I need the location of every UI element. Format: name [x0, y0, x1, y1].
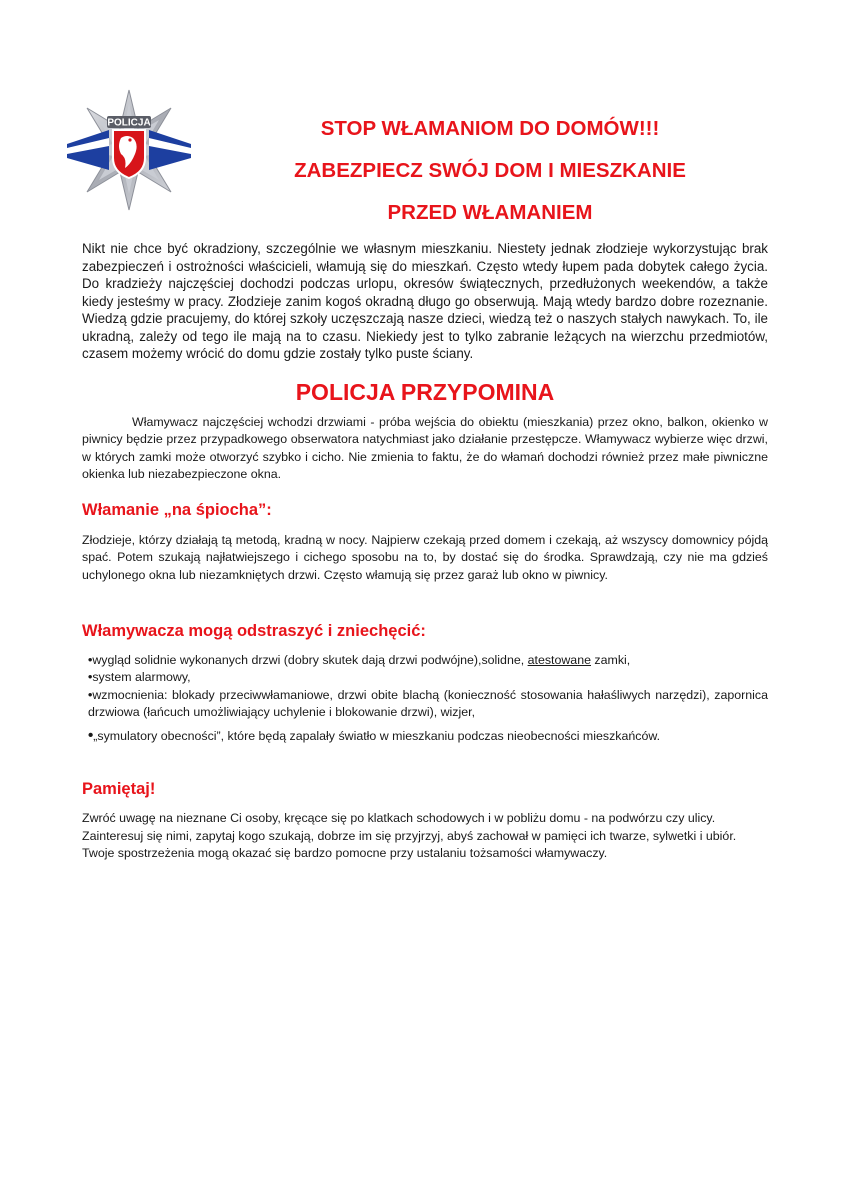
title-line-3: PRZED WŁAMANIEM	[387, 201, 593, 224]
remember-line-3: Twoje spostrzeżenia mogą okazać się bardzo pomocne przy ustalaniu tożsamości włamywaczy.	[82, 846, 608, 861]
title-line-2: ZABEZPIECZ SWÓJ DOM I MIESZKANIE	[294, 159, 686, 182]
remember-heading: Pamiętaj!	[82, 780, 156, 798]
remember-block	[82, 810, 768, 863]
deter-list	[88, 652, 768, 745]
title-block	[240, 118, 740, 223]
reminds-paragraph	[82, 414, 768, 484]
police-star-logo	[54, 88, 204, 213]
list-item: •system alarmowy,	[88, 670, 191, 685]
remember-line-1: Zwróć uwagę na nieznane Ci osoby, kręcące się po klatkach schodowych i w pobliżu domu - na podwórzu czy ulicy.	[82, 811, 716, 825]
bullet-icon: •	[88, 670, 93, 685]
list-item: •wygląd solidnie wykonanych drzwi (dobry skutek dają drzwi podwójne),solidne, atestowane zamki,	[88, 653, 631, 667]
title-line-1: STOP WŁAMANIOM DO DOMÓW!!!	[320, 117, 660, 140]
bullet-icon: •	[88, 653, 93, 667]
underlined-word: atestowane	[527, 653, 591, 667]
list-item: •„symulatory obecności”, które będą zapalały światło w mieszkaniu podczas nieobecności mieszkańców.	[88, 726, 661, 744]
deter-heading: Włamywacza mogą odstraszyć i zniechęcić:	[82, 622, 426, 640]
logo-text: POLICJA	[107, 117, 151, 129]
list-item: •wzmocnienia: blokady przeciwwłamaniowe, drzwi obite blachą (konieczność stosowania hałaśliwych narzędzi), zapornica drzwiowa (łańcuch umożliwiający uchylenie i blokowanie drzwi), wizjer,	[88, 687, 768, 720]
bullet-icon: •	[88, 726, 94, 744]
sleep-heading: Włamanie „na śpiocha”:	[82, 501, 272, 519]
bullet-icon: •	[88, 687, 93, 702]
remember-line-2: Zainteresuj się nimi, zapytaj kogo szukają, dobrze im się przyjrzyj, abyś zachował w pamięci ich twarze, sylwetki i ubiór.	[82, 828, 737, 843]
sleep-paragraph: Złodzieje, którzy działają tą metodą, kradną w nocy. Najpierw czekają przed domem i czekają, aż wszyscy domownicy pójdą spać. Potem szukają najłatwiejszego i cichego sposobu na to, by dostać się do środka. Sprawdzają, czy nie ma gdzieś uchylonego okna lub niezamkniętych drzwi. Często włamują się przez garaż lub okno w piwnicy.	[82, 533, 768, 582]
reminds-heading: POLICJA PRZYPOMINA	[295, 379, 555, 405]
intro-paragraph: Nikt nie chce być okradziony, szczególnie we własnym mieszkaniu. Niestety jednak złodzieje wykorzystując brak zabezpieczeń i ostrożności właścicieli, włamują się do mieszkań. Często wtedy łupem pada dobytek całego życia. Do kradzieży najczęściej dochodzi podczas urlopu, okresów świątecznych, przedłużonych weekendów, a także kiedy jesteśmy w pracy. Złodzieje zanim kogoś okradną długo go obserwują. Mają wtedy bardzo dobre rozeznanie. Wiedzą gdzie pracujemy, do której szkoły uczęszczają nasze dzieci, wiedzą też o naszych stałych nawykach. To, ile ukradną, zależy od tego ile mają na to czasu. Niekiedy jest to tylko zabranie leżących na wierzchu przedmiotów, czasem możemy wrócić do domu gdzie zostały tylko puste ściany.	[82, 241, 768, 361]
reminds-text: Włamywacz najczęściej wchodzi drzwiami - próba wejścia do obiektu (mieszkania) przez okno, balkon, okienko w piwnicy będzie przez przypadkowego obserwatora natychmiast jako działanie przestępcze. Włamywacz wybierze więc drzwi, w których zamki może otworzyć szybko i cicho. Nie zmienia to faktu, że do włamań dochodzi również przez małe piwniczne okienka lub niezabezpieczone okna.	[82, 415, 768, 482]
